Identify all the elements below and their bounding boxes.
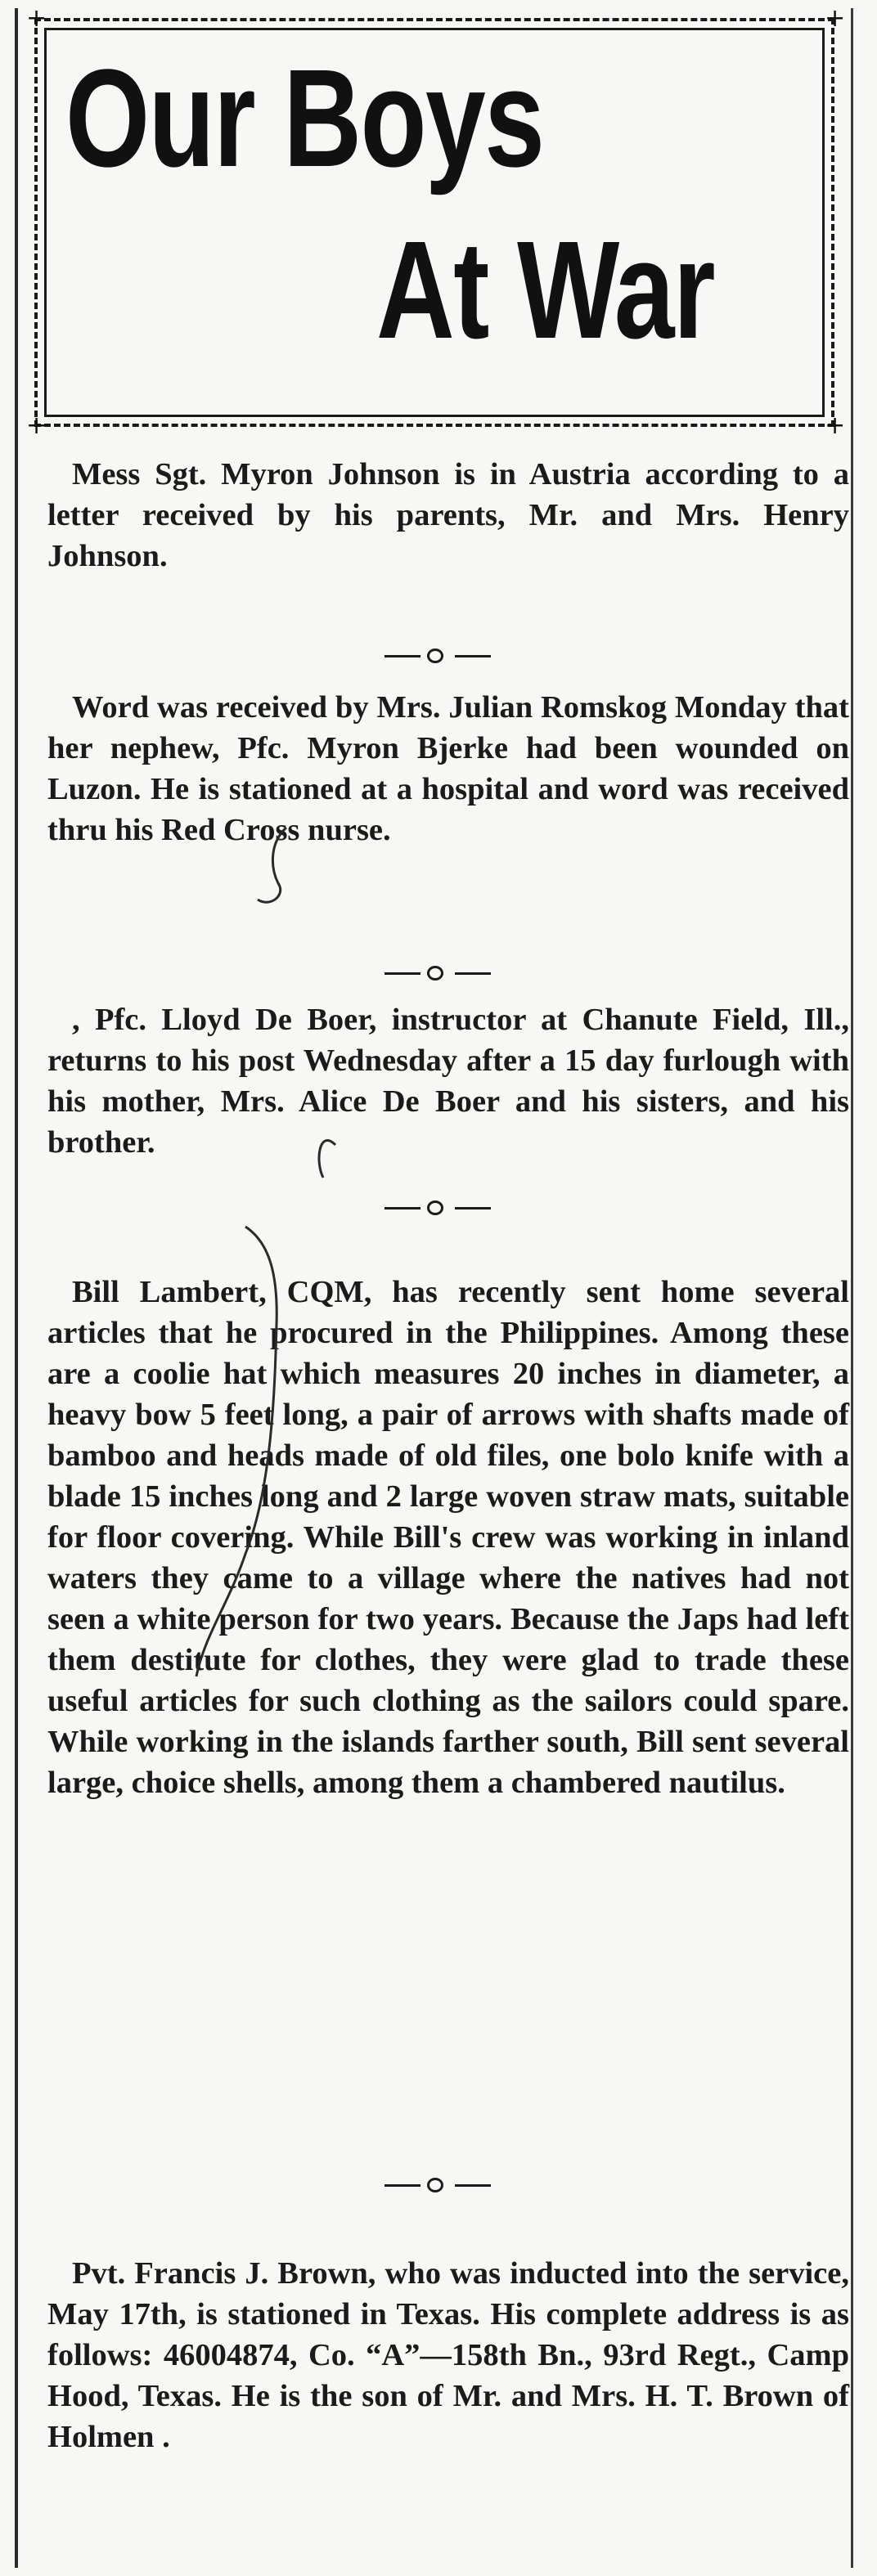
news-item-de-boer: , Pfc. Lloyd De Boer, instructor at Chanute Field, Ill., returns to his post Wednesday after a 15 day furlough with his mother, Mrs. Alice De Boer and his sisters, and his brother.	[47, 1003, 849, 1160]
column-rule-left	[15, 8, 18, 2568]
news-item-bjerke: Word was received by Mrs. Julian Romskog Monday that her nephew, Pfc. Myron Bjerke had been wounded on Luzon. He is stationed at a hospital and word was received thru his Red Cross nurse.	[47, 690, 849, 847]
headline-line-2: At War	[376, 213, 714, 368]
corner-ornament-icon: +	[825, 4, 846, 33]
section-separator	[385, 646, 491, 666]
section-separator	[385, 1198, 491, 1218]
news-item-lambert: Bill Lambert, CQM, has recently sent home several articles that he procured in the Philippines. Among these are a coolie hat which measures 20 inches in diameter, a heavy bow 5 feet long, a pair of arrows with shafts made of bamboo and heads made of old files, one bolo knife with a blade 15 inches long and 2 large woven straw mats, suitable for floor covering. While Bill's crew was working in inland waters they came to a village where the natives had not seen a white person for two years. Because the Japs had left them destitute for clothes, they were glad to trade these useful articles for such clothing as the sailors could spare. While working in the islands farther south, Bill sent several large, choice shells, among them a chambered nautilus.	[47, 1275, 849, 1800]
section-separator	[385, 963, 491, 983]
corner-ornament-icon: +	[26, 411, 47, 440]
corner-ornament-icon: +	[26, 4, 47, 33]
news-item-brown: Pvt. Francis J. Brown, who was inducted into the service, May 17th, is stationed in Texas. His complete address is as follows: 46004874, Co. “A”—158th Bn., 93rd Regt., Camp Hood, Texas. He is the son of Mr. and Mrs. H. T. Brown of Holmen .	[47, 2256, 849, 2454]
news-item-johnson: Mess Sgt. Myron Johnson is in Austria according to a letter received by his parents, Mr. and Mrs. Henry Johnson.	[47, 457, 849, 573]
corner-ornament-icon: +	[825, 411, 846, 440]
column-rule-right	[851, 8, 853, 2568]
headline-line-1: Our Boys	[65, 41, 544, 196]
section-separator	[385, 2175, 491, 2195]
